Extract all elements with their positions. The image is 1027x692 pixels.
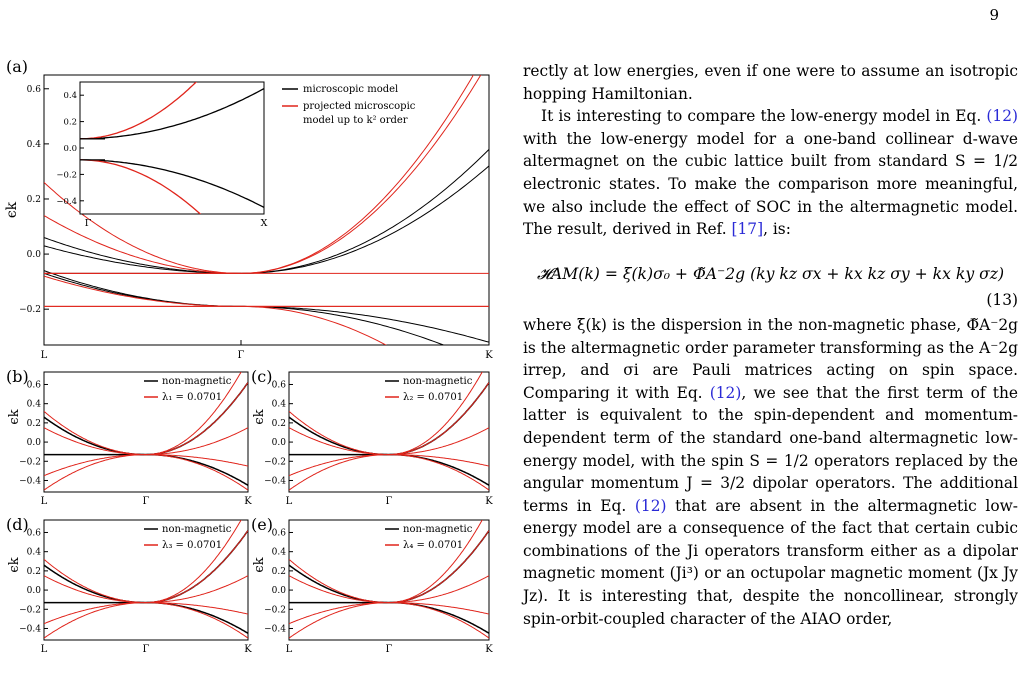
legend-a-label-2: projected microscopic: [303, 101, 416, 112]
band-red: [146, 455, 248, 491]
legend-a-label-3: model up to k² order: [303, 115, 408, 126]
panel-a-ylabel: ϵk: [4, 201, 20, 219]
band-red: [389, 603, 489, 615]
eq-12-link-2[interactable]: (12): [709, 383, 742, 402]
paragraph-2: It is interesting to compare the low-energy model in Eq. (12) with the low-energy model for a one-band collinear d-wave altermagnet on the cubic lattice built from standard S = 1/2 electronic states. To make the comparison more meaningful, we also include the effect of SOC in the altermagnetic model. The result, derived in Ref. [17], is:: [523, 107, 1018, 239]
band-red: [44, 455, 146, 476]
panel-c-ytick-label: 0.0: [271, 438, 286, 449]
band-black: [44, 246, 241, 274]
panel-e-ytick-label: 0.6: [271, 528, 286, 539]
band-black: [44, 271, 241, 307]
panel-c-ytick-label: −0.2: [264, 457, 286, 468]
band-red: [289, 455, 389, 476]
band-red: [44, 576, 146, 603]
paragraph-1: rectly at low energies, even if one were to assume an isotropic hopping Hamiltonian.: [523, 62, 1018, 103]
panel-b-label: (b): [6, 367, 29, 386]
panel-d-ytick-label: −0.4: [19, 624, 41, 635]
inset-ytick-label: 0.0: [63, 144, 77, 154]
panel-d-label: (d): [6, 515, 29, 534]
equation-13: 𝓗AM(k) = ξ(k)σ₀ + Φ̃A⁻2g (ky kz σx + kx kz σy + kx ky σz): [536, 264, 1005, 283]
band-red: [146, 603, 248, 615]
panel-d-xtick-label: L: [40, 644, 48, 655]
panel-b-xtick-label: K: [244, 496, 252, 507]
panel-b-xtick-label: L: [40, 496, 48, 507]
figure: [0, 0, 510, 692]
panel-d-ytick-label: −0.2: [19, 605, 41, 616]
panel-b-ytick-label: −0.2: [19, 457, 41, 468]
band-red: [389, 576, 489, 603]
ref-17-link[interactable]: [17]: [731, 220, 764, 239]
panel-d-ytick-label: 0.4: [26, 547, 41, 558]
panel-c-xtick-label: K: [485, 496, 493, 507]
panel-c-ytick-label: 0.2: [271, 418, 286, 429]
band-black: [241, 306, 489, 342]
panel-e-xtick-label: Γ: [385, 644, 393, 655]
band-red: [146, 455, 248, 467]
panel-b-ylabel: ϵk: [7, 409, 22, 425]
panel-b-ytick-label: 0.0: [26, 438, 41, 449]
band-red: [289, 428, 389, 455]
inset-ytick-label: 0.2: [63, 117, 77, 128]
panel-e-ytick-label: 0.2: [271, 566, 286, 577]
legend-d-label-1: non-magnetic: [162, 524, 232, 535]
panel-b-ytick-label: 0.4: [26, 399, 41, 410]
panel-d-xtick-label: Γ: [142, 644, 150, 655]
eq-12-link[interactable]: (12): [986, 107, 1018, 126]
page-number: 9: [989, 6, 999, 24]
band-red: [146, 360, 248, 455]
band-red: [389, 455, 489, 467]
panel-a-xtick-label: K: [485, 350, 493, 361]
legend-d-label-2: λ₃ = 0.0701: [162, 540, 223, 551]
legend-e-label-1: non-magnetic: [403, 524, 473, 535]
panel-c-ytick-label: −0.4: [264, 476, 286, 487]
band-red: [44, 603, 146, 624]
panel-b-ytick-label: −0.4: [19, 476, 41, 487]
panel-d-ytick-label: 0.0: [26, 586, 41, 597]
band-black: [241, 149, 489, 273]
band-red: [289, 603, 389, 624]
panel-d-xtick-label: K: [244, 644, 252, 655]
panel-a-label: (a): [6, 57, 29, 76]
panel-e-label: (e): [251, 515, 273, 534]
panel-c-ytick-label: 0.4: [271, 399, 286, 410]
panel-e-ylabel: ϵk: [252, 557, 267, 573]
band-red: [389, 603, 489, 639]
panel-c-frame: [289, 372, 489, 492]
eq-12-link-3[interactable]: (12): [634, 496, 667, 515]
legend-b-label-2: λ₁ = 0.0701: [162, 392, 223, 403]
band-red: [389, 428, 489, 455]
band-red: [44, 428, 146, 455]
inset-xtick-label: Γ: [84, 218, 92, 229]
band-red: [146, 428, 248, 455]
panel-e-ytick-label: −0.4: [264, 624, 286, 635]
band-red: [146, 576, 248, 603]
panel-c-xtick-label: L: [285, 496, 293, 507]
legend-c-label-1: non-magnetic: [403, 376, 473, 387]
panel-a-ytick-label: −0.2: [19, 305, 41, 316]
panel-a-xtick-label: Γ: [237, 350, 245, 361]
band-red: [389, 508, 489, 603]
legend-c-label-2: λ₂ = 0.0701: [403, 392, 464, 403]
panel-c-ytick-label: 0.6: [271, 380, 286, 391]
panel-e-xtick-label: K: [485, 644, 493, 655]
panel-b-ytick-label: 0.6: [26, 380, 41, 391]
inset-xtick-label: X: [260, 218, 268, 229]
band-red: [146, 508, 248, 603]
panel-d-frame: [44, 520, 248, 640]
paragraph-3: where ξ(k) is the dispersion in the non-magnetic phase, Φ̃A⁻2g is the altermagnetic order parameter transforming as the A⁻2g irrep, and σi are Pauli matrices acting on spin space. Comparing it with Eq. (12), we see that the first term of the latter is equivalent to the spin-dependent and momentum-dependent term of the standard one-band altermagnetic low-energy model, with the spin S = 1/2 operators replaced by the angular momentum J = 3/2 dipolar operators. The additional terms in Eq. (12) that are absent in the altermagnetic low-energy model are a consequence of the fact that certain cubic combinations of the Ji operators transform either as a dipolar magnetic moment (Ji³) or an octupolar magnetic moment (Jx Jy Jz). It is interesting that, despite the noncollinear, strongly spin-orbit-coupled character of the AIAO order,: [523, 315, 1018, 628]
band-red: [289, 576, 389, 603]
legend-a-label-1: microscopic model: [303, 84, 399, 95]
legend-b-label-1: non-magnetic: [162, 376, 232, 387]
band-red: [241, 47, 489, 273]
panel-a-ytick-label: 0.2: [26, 194, 41, 205]
panel-b-xtick-label: Γ: [142, 496, 150, 507]
band-red: [389, 360, 489, 455]
legend-e-label-2: λ₄ = 0.0701: [403, 540, 464, 551]
panel-d-ylabel: ϵk: [7, 557, 22, 573]
panel-a-ytick-label: 0.4: [26, 139, 41, 150]
panel-e-ytick-label: 0.4: [271, 547, 286, 558]
panel-c-ylabel: ϵk: [252, 409, 267, 425]
inset-ytick-label: 0.4: [63, 91, 77, 102]
panel-a-xtick-label: L: [40, 350, 48, 361]
band-black: [44, 273, 241, 306]
text-column: [523, 60, 1018, 630]
panel-a-ytick-label: 0.0: [26, 250, 41, 261]
inset-ytick-label: −0.2: [56, 170, 77, 181]
panel-c-label: (c): [251, 367, 273, 386]
panel-e-xtick-label: L: [285, 644, 293, 655]
panel-b-frame: [44, 372, 248, 492]
band-red: [146, 603, 248, 639]
panel-e-ytick-label: −0.2: [264, 605, 286, 616]
panel-d-ytick-label: 0.6: [26, 528, 41, 539]
panel-c-xtick-label: Γ: [385, 496, 393, 507]
panel-b-ytick-label: 0.2: [26, 418, 41, 429]
band-red: [389, 455, 489, 491]
panel-d-ytick-label: 0.2: [26, 566, 41, 577]
panel-a-ytick-label: 0.6: [26, 84, 41, 95]
band-black: [44, 238, 241, 274]
equation-number: (13): [986, 291, 1018, 310]
inset-ytick-label: −0.4: [56, 196, 77, 207]
panel-e-frame: [289, 520, 489, 640]
panel-e-ytick-label: 0.0: [271, 586, 286, 597]
